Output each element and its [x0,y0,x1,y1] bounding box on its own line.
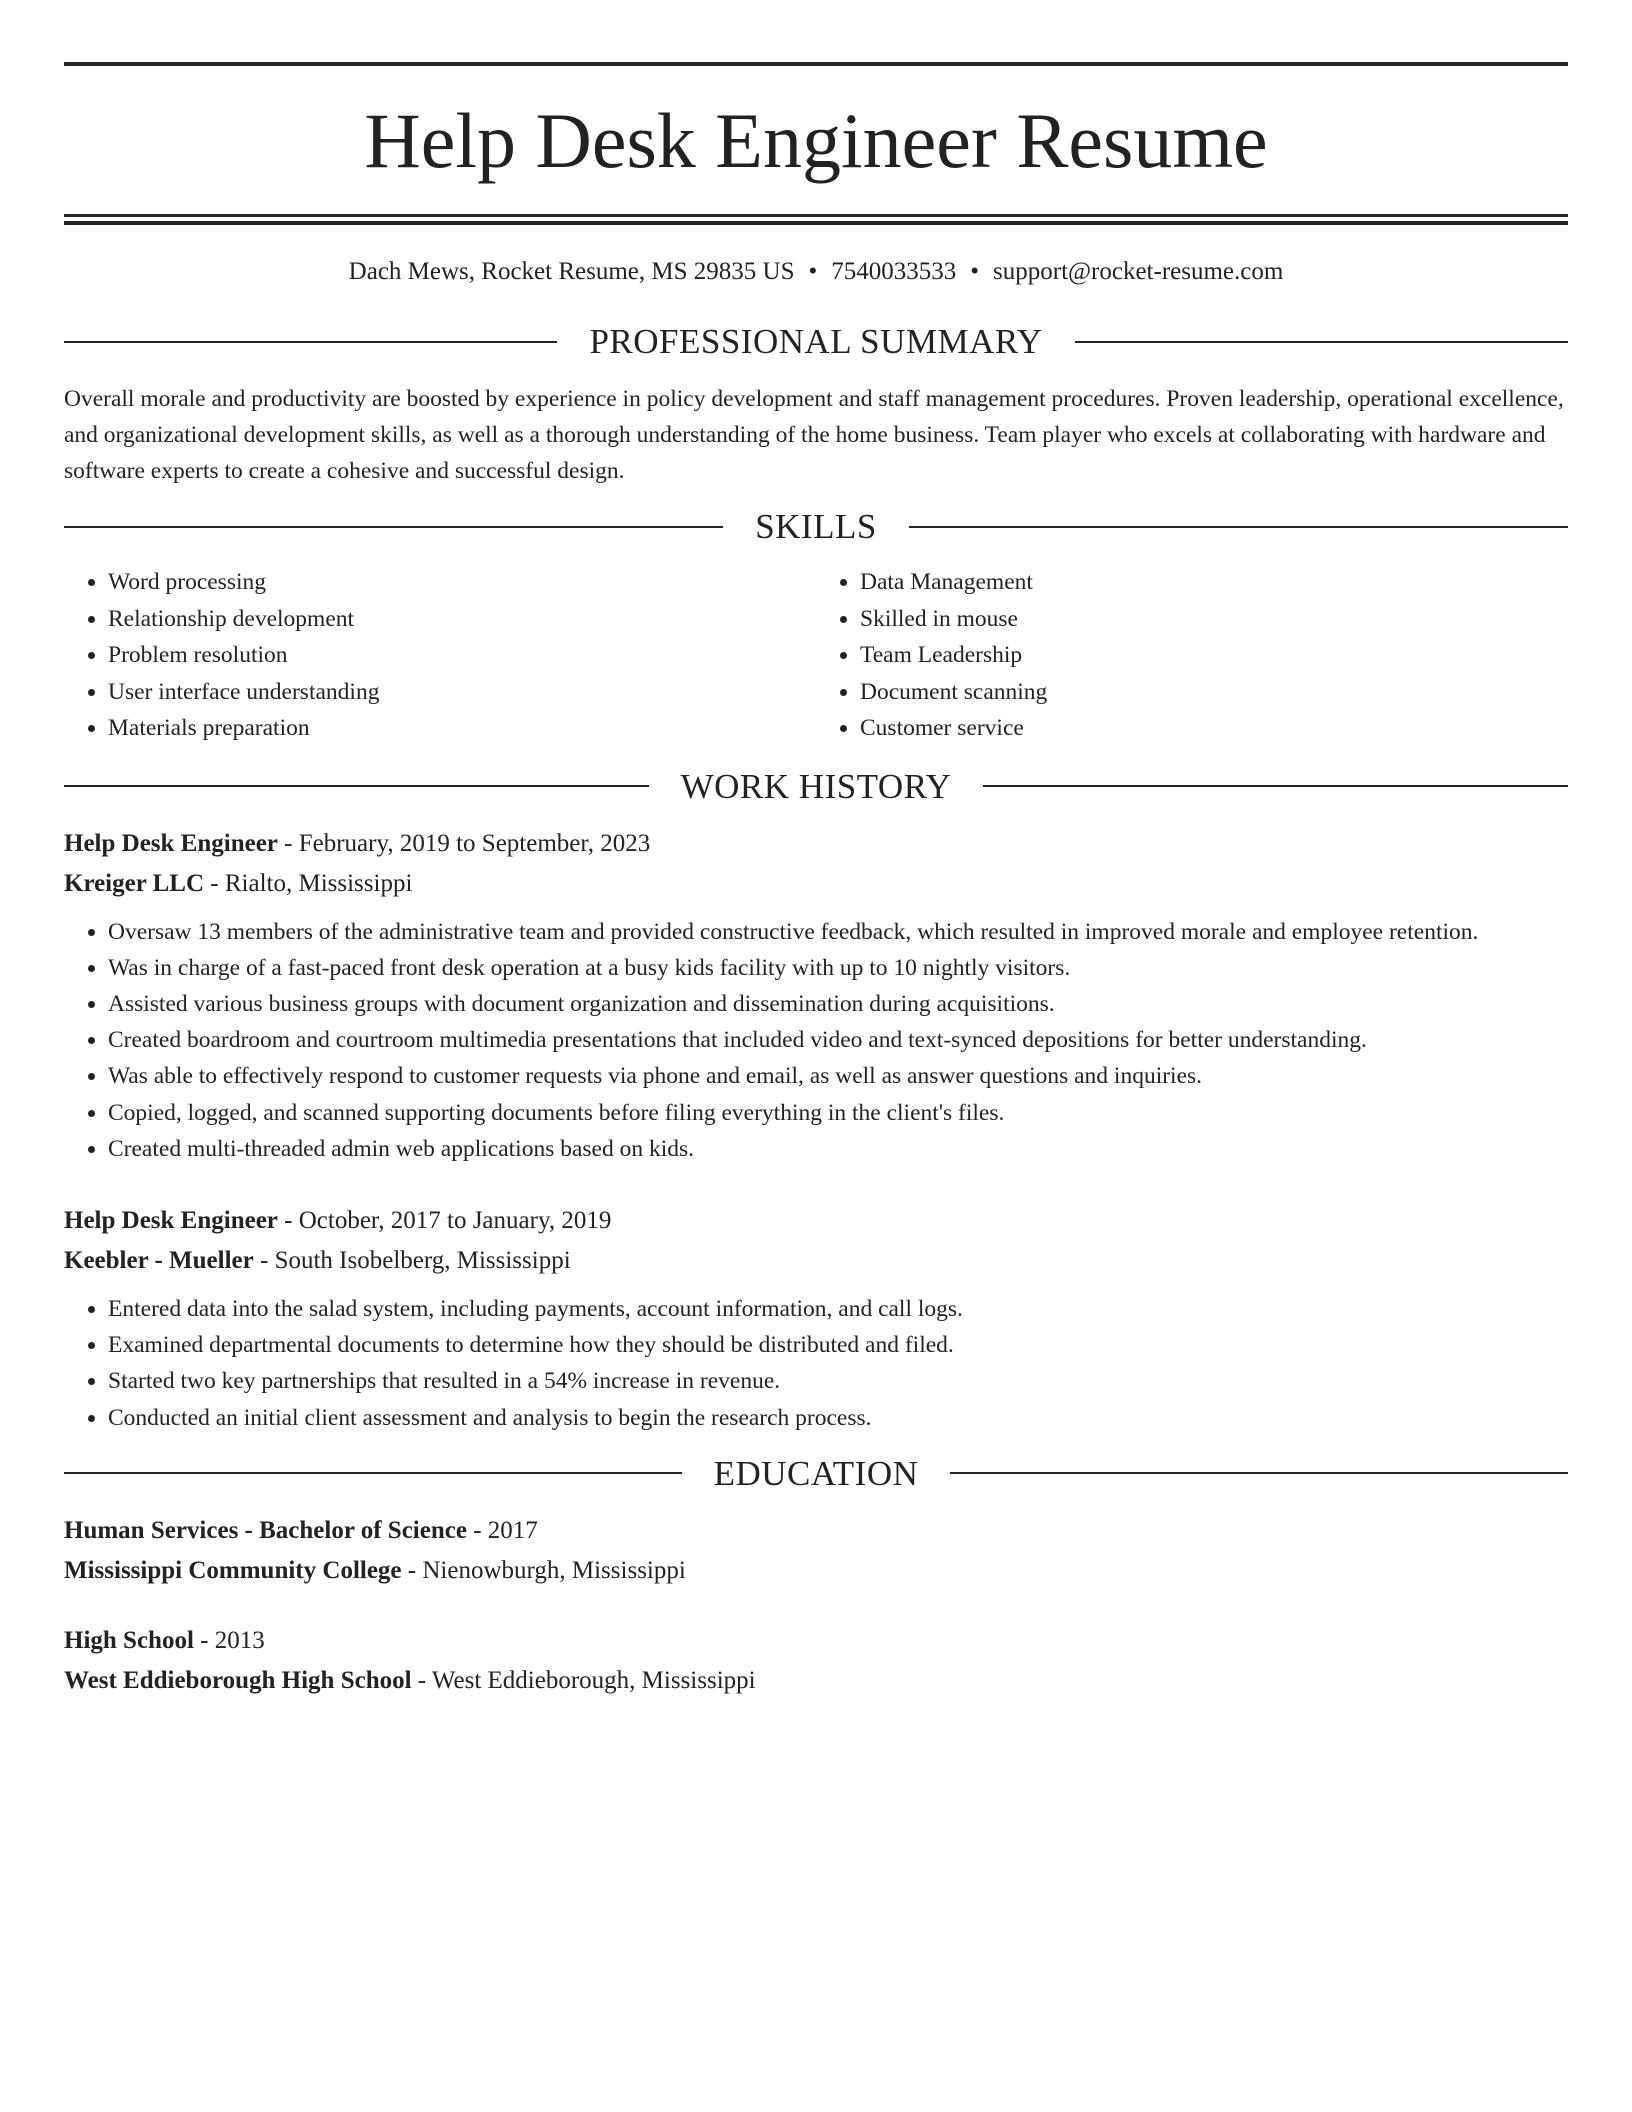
summary-section-heading [64,324,1568,359]
job-title-line: Help Desk Engineer - October, 2017 to January, 2019 [64,1206,612,1234]
contact-address: Dach Mews, Rocket Resume, MS 29835 US [348,258,795,285]
skill-item: • Data Management [860,564,1568,601]
skills-column-right [816,564,1568,747]
summary-heading: PROFESSIONAL SUMMARY [589,322,1043,361]
job-bullet: • Created multi-threaded admin web applications based on kids. [108,1131,1568,1167]
skill-item: • Relationship development [108,601,816,638]
skill-item: • User interface understanding [108,674,816,711]
school: West Eddieborough High School [64,1666,412,1694]
graduation-year: 2017 [487,1516,538,1544]
school: Mississippi Community College [64,1556,402,1584]
heading-rule-left [64,526,723,528]
education-heading: EDUCATION [713,1453,919,1493]
job-title: Help Desk Engineer [64,1206,278,1234]
skill-item: • Materials preparation [108,710,816,747]
heading-rule-right [950,1472,1568,1474]
resume-title: Help Desk Engineer Resume [364,97,1268,184]
heading-rule-left [64,785,649,787]
resume-page [64,0,1568,1701]
job-bullet: • Was able to effectively respond to customer requests via phone and email, as well as answer questions and inquiries. [108,1058,1568,1094]
skill-item: • Skilled in mouse [860,601,1568,638]
skill-item: • Document scanning [860,674,1568,711]
job-dates: October, 2017 to January, 2019 [298,1206,612,1234]
job-company: Keebler - Mueller [64,1246,254,1274]
degree-line: Human Services - Bachelor of Science - 2017 [64,1516,538,1544]
job-title: Help Desk Engineer [64,829,278,857]
resume-header [64,62,1568,225]
education-entry [64,1621,1568,1701]
job-location: Rialto, Mississippi [224,869,413,897]
job-bullet: • Copied, logged, and scanned supporting documents before filing everything in the client's files. [108,1095,1568,1131]
school-location: West Eddieborough, Mississippi [431,1666,756,1694]
job-bullets [64,914,1568,1167]
job-bullet: • Examined departmental documents to determine how they should be distributed and filed. [108,1327,1568,1363]
skill-item: • Team Leadership [860,637,1568,674]
job-location: South Isobelberg, Mississippi [274,1246,571,1274]
degree: Human Services - Bachelor of Science [64,1516,467,1544]
contact-separator: • [808,258,818,285]
heading-rule-left [64,1472,682,1474]
job-title-line: Help Desk Engineer - February, 2019 to September, 2023 [64,829,651,857]
job-entry [64,824,1568,1167]
title-double-rule [64,214,1568,225]
skill-item: • Customer service [860,710,1568,747]
degree-line: High School - 2013 [64,1626,265,1654]
skill-item: • Word processing [108,564,816,601]
contact-email: support@rocket-resume.com [993,258,1284,285]
contact-line [64,259,1568,284]
heading-rule-right [909,526,1568,528]
school-line: Mississippi Community College - Nienowburgh, Mississippi [64,1556,686,1584]
skills-column-left [64,564,816,747]
job-bullet: • Was in charge of a fast-paced front desk operation at a busy kids facility with up to 10 nightly visitors. [108,950,1568,986]
heading-rule-right [983,785,1568,787]
job-bullets [64,1291,1568,1436]
summary-text: Overall morale and productivity are boosted by experience in policy development and staff management procedures. Proven leadership, operational excellence, and organizational development skills, as well as a thorough understanding of the home business. Team player who excels at collaborating with hardware and software experts to create a cohesive and successful design. [64,386,1564,484]
job-entry [64,1201,1568,1436]
job-dates: February, 2019 to September, 2023 [298,829,651,857]
education-entry [64,1511,1568,1591]
heading-rule-left [64,341,557,343]
graduation-year: 2013 [214,1626,265,1654]
work-heading: WORK HISTORY [680,766,952,806]
work-section-heading [64,766,1568,806]
job-bullet: • Assisted various business groups with document organization and dissemination during acquisitions. [108,986,1568,1022]
degree: High School [64,1626,194,1654]
job-company-line: Keebler - Mueller - South Isobelberg, Mississippi [64,1246,571,1274]
skills-heading: SKILLS [755,507,877,546]
skill-item: • Problem resolution [108,637,816,674]
school-location: Nienowburgh, Mississippi [422,1556,686,1584]
education-section-heading [64,1453,1568,1493]
job-bullet: • Entered data into the salad system, including payments, account information, and call logs. [108,1291,1568,1327]
job-company-line: Kreiger LLC - Rialto, Mississippi [64,869,413,897]
job-bullet: • Created boardroom and courtroom multimedia presentations that included video and text-synced depositions for better understanding. [108,1022,1568,1058]
heading-rule-right [1075,341,1568,343]
school-line: West Eddieborough High School - West Eddieborough, Mississippi [64,1666,756,1694]
skills-list [64,564,1568,747]
contact-separator: • [970,258,980,285]
skills-section-heading [64,509,1568,544]
job-bullet: • Conducted an initial client assessment and analysis to begin the research process. [108,1400,1568,1436]
job-company: Kreiger LLC [64,869,205,897]
job-bullet: • Started two key partnerships that resulted in a 54% increase in revenue. [108,1363,1568,1399]
contact-phone: 7540033533 [831,258,957,285]
job-bullet: • Oversaw 13 members of the administrative team and provided constructive feedback, which resulted in improved morale and employee retention. [108,914,1568,950]
